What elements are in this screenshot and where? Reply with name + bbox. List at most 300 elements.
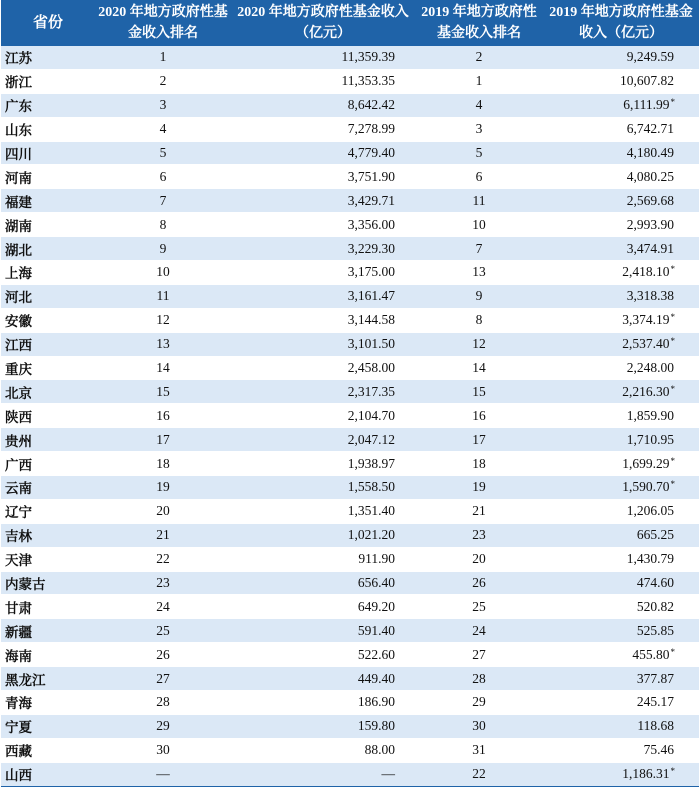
cell-income-2020 <box>231 667 415 691</box>
cell-income-2019-text: 2,569.68 <box>626 192 674 208</box>
cell-rank-2020 <box>95 404 231 428</box>
cell-income-2019-text: 525.85 <box>636 622 674 638</box>
cell-income-2020 <box>231 165 415 189</box>
cell-income-2020-text: 3,751.90 <box>347 168 395 184</box>
cell-rank-2019-text: 29 <box>472 694 486 710</box>
cell-income-2019 <box>543 141 699 165</box>
cell-rank-2020-text: 11 <box>156 288 170 304</box>
cell-rank-2020 <box>95 117 231 141</box>
cell-income-2020 <box>231 523 415 547</box>
cell-rank-2020-text: 17 <box>156 431 170 447</box>
cell-income-2019 <box>543 738 699 762</box>
cell-province-text: 河南 <box>5 170 32 187</box>
cell-rank-2020-text: 27 <box>156 670 170 686</box>
cell-province-text: 重庆 <box>5 362 32 379</box>
cell-province-text: 河北 <box>5 290 32 307</box>
table-row <box>1 547 699 571</box>
cell-rank-2019 <box>415 667 543 691</box>
cell-income-2020 <box>231 141 415 165</box>
table-row <box>1 667 699 691</box>
table-row <box>1 452 699 476</box>
cell-rank-2020 <box>95 547 231 571</box>
cell-province <box>1 332 95 356</box>
cell-province-text: 安徽 <box>5 314 32 331</box>
cell-income-2020 <box>231 452 415 476</box>
cell-rank-2019 <box>415 69 543 93</box>
cell-rank-2019 <box>415 691 543 715</box>
cell-province-text: 黑龙江 <box>5 672 46 689</box>
header-row <box>1 0 699 46</box>
cell-income-2019-text: 665.25 <box>636 527 674 543</box>
cell-rank-2019 <box>415 738 543 762</box>
cell-rank-2020-text: 25 <box>156 622 170 638</box>
cell-income-2020-text: 1,021.20 <box>347 527 395 543</box>
cell-rank-2020 <box>95 523 231 547</box>
cell-rank-2020-text: 6 <box>159 168 167 184</box>
cell-rank-2019-text: 28 <box>472 670 486 686</box>
cell-province-text: 青海 <box>5 696 32 713</box>
cell-rank-2020 <box>95 762 231 786</box>
cell-province-text: 四川 <box>5 147 32 163</box>
cell-rank-2020 <box>95 261 231 285</box>
table-row <box>1 476 699 500</box>
footnote-mark: * <box>670 312 675 323</box>
cell-income-2020 <box>231 117 415 141</box>
cell-rank-2020 <box>95 619 231 643</box>
cell-income-2019-text: 2,993.90 <box>626 216 674 232</box>
cell-income-2020 <box>231 476 415 500</box>
cell-income-2020 <box>231 643 415 667</box>
table-row <box>1 165 699 189</box>
cell-rank-2020-text: 1 <box>159 49 167 65</box>
header-income-2019: 2019 年地方政府性基金收入（亿元） <box>543 0 699 46</box>
cell-rank-2019-text: 13 <box>472 264 486 280</box>
cell-income-2019 <box>543 356 699 380</box>
cell-income-2019-text: 474.60 <box>636 575 674 591</box>
cell-income-2019-text: 245.17 <box>636 694 674 710</box>
table-row <box>1 595 699 619</box>
table-row <box>1 69 699 93</box>
cell-rank-2019-text: 23 <box>472 527 486 543</box>
cell-income-2020 <box>231 691 415 715</box>
cell-rank-2020 <box>95 69 231 93</box>
cell-rank-2019 <box>415 189 543 213</box>
cell-rank-2019-text: 16 <box>472 407 486 423</box>
cell-income-2019-text: 455.80 <box>632 646 670 662</box>
cell-rank-2019-text: 27 <box>472 646 486 662</box>
cell-rank-2019 <box>415 476 543 500</box>
cell-rank-2019 <box>415 261 543 285</box>
cell-income-2019 <box>543 643 699 667</box>
cell-rank-2020 <box>95 332 231 356</box>
cell-rank-2019 <box>415 523 543 547</box>
cell-province-text: 福建 <box>5 194 32 211</box>
cell-rank-2019 <box>415 643 543 667</box>
cell-province-text: 湖北 <box>5 242 32 259</box>
cell-province <box>1 213 95 237</box>
cell-province <box>1 595 95 619</box>
cell-rank-2020-text: 5 <box>159 145 167 160</box>
cell-rank-2019 <box>415 762 543 786</box>
cell-rank-2019 <box>415 547 543 571</box>
cell-rank-2019-text: 21 <box>472 503 486 519</box>
cell-income-2019 <box>543 499 699 523</box>
cell-rank-2020-text: — <box>156 766 170 782</box>
cell-rank-2019 <box>415 237 543 261</box>
cell-province-text: 上海 <box>5 266 32 283</box>
cell-income-2019-text: 2,537.40 <box>622 336 670 352</box>
table-row <box>1 261 699 285</box>
cell-income-2020 <box>231 237 415 261</box>
cell-income-2020 <box>231 284 415 308</box>
cell-rank-2020 <box>95 46 231 69</box>
cell-income-2019-text: 1,430.79 <box>626 551 674 567</box>
cell-rank-2020-text: 4 <box>159 121 167 137</box>
cell-rank-2020 <box>95 308 231 332</box>
table-row <box>1 237 699 261</box>
cell-rank-2019-text: 19 <box>472 479 486 495</box>
cell-rank-2019-text: 8 <box>475 312 483 328</box>
table-row <box>1 141 699 165</box>
cell-rank-2020-text: 3 <box>159 97 167 113</box>
cell-income-2019 <box>543 308 699 332</box>
cell-province-text: 天津 <box>5 553 32 570</box>
cell-income-2019 <box>543 284 699 308</box>
cell-province <box>1 452 95 476</box>
cell-rank-2020-text: 7 <box>159 192 167 208</box>
cell-income-2019 <box>543 380 699 404</box>
table-row <box>1 380 699 404</box>
cell-income-2020-text: 11,359.39 <box>341 49 395 65</box>
cell-income-2020 <box>231 571 415 595</box>
cell-rank-2020-text: 29 <box>156 718 170 734</box>
cell-rank-2020-text: 16 <box>156 407 170 423</box>
cell-rank-2020-text: 12 <box>156 312 170 328</box>
cell-province <box>1 237 95 261</box>
cell-province-text: 吉林 <box>5 529 32 546</box>
cell-province <box>1 165 95 189</box>
cell-income-2020 <box>231 762 415 786</box>
cell-rank-2019-text: 22 <box>472 766 486 782</box>
cell-income-2020 <box>231 547 415 571</box>
cell-rank-2020-text: 23 <box>156 575 170 591</box>
cell-income-2020 <box>231 428 415 452</box>
cell-province-text: 湖南 <box>5 218 32 235</box>
cell-rank-2020-text: 26 <box>156 646 170 662</box>
cell-province-text: 内蒙古 <box>5 577 46 594</box>
cell-income-2020 <box>231 619 415 643</box>
cell-rank-2019 <box>415 356 543 380</box>
footnote-mark: * <box>670 455 675 466</box>
cell-income-2019 <box>543 117 699 141</box>
cell-province-text: 江苏 <box>5 51 32 68</box>
footnote-mark: * <box>670 766 675 777</box>
cell-rank-2019 <box>415 571 543 595</box>
footnote-mark: * <box>670 479 675 490</box>
cell-rank-2020 <box>95 189 231 213</box>
cell-income-2019-text: 3,474.91 <box>626 240 674 256</box>
footnote-mark: * <box>670 97 675 108</box>
cell-rank-2020-text: 9 <box>159 240 167 256</box>
cell-income-2020 <box>231 738 415 762</box>
cell-income-2020-text: 449.40 <box>357 670 395 686</box>
cell-income-2020-text: 3,229.30 <box>347 240 395 256</box>
cell-province-text: 广东 <box>5 99 32 116</box>
table-row <box>1 428 699 452</box>
cell-income-2020 <box>231 595 415 619</box>
header-income-2020: 2020 年地方政府性基金收入（亿元） <box>231 0 415 46</box>
cell-income-2019 <box>543 667 699 691</box>
table-row <box>1 571 699 595</box>
cell-rank-2019-text: 18 <box>472 455 486 471</box>
cell-rank-2020-text: 2 <box>159 73 167 89</box>
cell-rank-2020 <box>95 714 231 738</box>
cell-rank-2020 <box>95 284 231 308</box>
cell-rank-2019 <box>415 404 543 428</box>
cell-income-2019-text: 1,699.29 <box>622 455 670 471</box>
cell-rank-2019 <box>415 714 543 738</box>
cell-income-2020-text: 3,101.50 <box>347 336 395 352</box>
table-row <box>1 691 699 715</box>
cell-income-2020-text: 11,353.35 <box>341 73 395 89</box>
cell-rank-2019-text: 25 <box>472 598 486 614</box>
cell-rank-2019-text: 24 <box>472 622 486 638</box>
cell-rank-2019 <box>415 332 543 356</box>
cell-income-2019-text: 1,590.70 <box>622 479 670 495</box>
table-header <box>1 0 699 46</box>
cell-rank-2019 <box>415 141 543 165</box>
cell-rank-2019-text: 7 <box>475 240 483 256</box>
header-province: 省份 <box>1 0 95 46</box>
cell-income-2020 <box>231 189 415 213</box>
cell-province <box>1 571 95 595</box>
cell-rank-2020-text: 19 <box>156 479 170 495</box>
cell-rank-2020-text: 24 <box>156 598 170 614</box>
cell-rank-2019 <box>415 213 543 237</box>
cell-rank-2020 <box>95 428 231 452</box>
cell-rank-2020 <box>95 93 231 117</box>
cell-income-2019 <box>543 404 699 428</box>
cell-income-2019 <box>543 547 699 571</box>
cell-rank-2020 <box>95 738 231 762</box>
cell-rank-2020-text: 28 <box>156 694 170 710</box>
cell-income-2019-text: 3,374.19 <box>622 312 670 328</box>
cell-income-2020-text: 656.40 <box>357 575 395 591</box>
cell-income-2019-text: 2,418.10 <box>622 264 670 280</box>
cell-rank-2019-text: 5 <box>475 145 483 160</box>
cell-income-2019-text: 10,607.82 <box>620 73 674 89</box>
cell-income-2020 <box>231 213 415 237</box>
footnote-mark: * <box>670 264 675 275</box>
cell-province-text: 陕西 <box>5 409 32 426</box>
header-rank-2019: 2019 年地方政府性基金收入排名 <box>415 0 543 46</box>
cell-province-text: 甘肃 <box>5 600 32 617</box>
cell-province <box>1 547 95 571</box>
footnote-mark: * <box>670 383 675 394</box>
cell-income-2019-text: 2,248.00 <box>626 360 674 376</box>
cell-rank-2020-text: 20 <box>156 503 170 519</box>
table-row <box>1 738 699 762</box>
cell-income-2019 <box>543 523 699 547</box>
cell-rank-2019 <box>415 499 543 523</box>
cell-rank-2019-text: 10 <box>472 216 486 232</box>
cell-rank-2019-text: 3 <box>475 121 483 137</box>
cell-income-2020-text: 3,161.47 <box>347 288 395 304</box>
cell-rank-2019 <box>415 380 543 404</box>
cell-income-2020-text: 7,278.99 <box>347 121 395 137</box>
cell-income-2019-text: 520.82 <box>636 598 674 614</box>
cell-income-2019-text: 2,216.30 <box>622 383 670 399</box>
cell-income-2019 <box>543 714 699 738</box>
cell-province <box>1 643 95 667</box>
cell-income-2019 <box>543 189 699 213</box>
cell-income-2019 <box>543 476 699 500</box>
cell-income-2019 <box>543 46 699 69</box>
cell-income-2020-text: 1,558.50 <box>347 479 395 495</box>
cell-rank-2020 <box>95 691 231 715</box>
cell-rank-2019-text: 31 <box>472 742 486 758</box>
cell-income-2020-text: 591.40 <box>357 622 395 638</box>
cell-rank-2020-text: 10 <box>156 264 170 280</box>
table-body <box>1 46 699 786</box>
cell-income-2019 <box>543 571 699 595</box>
footnote-mark: * <box>670 336 675 347</box>
cell-province <box>1 762 95 786</box>
cell-income-2019 <box>543 93 699 117</box>
cell-income-2020-text: 911.90 <box>358 551 395 567</box>
cell-rank-2020-text: 14 <box>156 360 170 376</box>
table-row <box>1 523 699 547</box>
cell-province-text: 北京 <box>5 385 32 402</box>
cell-income-2020-text: 8,642.42 <box>347 97 395 113</box>
cell-rank-2020-text: 30 <box>156 742 170 758</box>
cell-income-2020 <box>231 356 415 380</box>
cell-rank-2019 <box>415 308 543 332</box>
cell-rank-2020 <box>95 571 231 595</box>
table-row <box>1 93 699 117</box>
table-row <box>1 619 699 643</box>
cell-rank-2019 <box>415 93 543 117</box>
cell-income-2019-text: 3,318.38 <box>626 288 674 304</box>
cell-province <box>1 476 95 500</box>
cell-province-text: 云南 <box>5 481 32 498</box>
cell-income-2020-text: 159.80 <box>357 718 395 734</box>
cell-income-2020-text: 3,175.00 <box>347 264 395 280</box>
cell-rank-2020 <box>95 476 231 500</box>
cell-rank-2020-text: 13 <box>156 336 170 352</box>
cell-province <box>1 308 95 332</box>
cell-income-2020 <box>231 714 415 738</box>
cell-income-2020 <box>231 308 415 332</box>
cell-rank-2020 <box>95 356 231 380</box>
cell-rank-2020 <box>95 213 231 237</box>
cell-income-2019-text: 6,111.99 <box>623 97 670 113</box>
cell-province <box>1 189 95 213</box>
cell-income-2020 <box>231 93 415 117</box>
table-row <box>1 714 699 738</box>
cell-rank-2019-text: 20 <box>472 551 486 567</box>
cell-rank-2020-text: 22 <box>156 551 170 567</box>
cell-province-text: 山西 <box>5 768 32 785</box>
cell-income-2020-text: 522.60 <box>357 646 395 662</box>
cell-income-2020-text: 3,356.00 <box>347 216 395 232</box>
table-row <box>1 762 699 786</box>
cell-income-2020-text: — <box>381 766 395 782</box>
cell-income-2020-text: 2,104.70 <box>347 407 395 423</box>
cell-province-text: 宁夏 <box>5 720 32 737</box>
cell-income-2019 <box>543 691 699 715</box>
cell-province-text: 贵州 <box>5 433 32 450</box>
cell-province <box>1 499 95 523</box>
cell-income-2019-text: 75.46 <box>643 742 674 758</box>
table-row <box>1 284 699 308</box>
cell-rank-2020 <box>95 499 231 523</box>
cell-income-2020 <box>231 404 415 428</box>
cell-rank-2019-text: 4 <box>475 97 483 113</box>
cell-income-2019-text: 9,249.59 <box>626 49 674 65</box>
cell-rank-2020 <box>95 237 231 261</box>
cell-income-2020-text: 4,779.40 <box>347 145 395 160</box>
cell-rank-2020 <box>95 667 231 691</box>
cell-rank-2019 <box>415 117 543 141</box>
cell-rank-2019-text: 1 <box>475 73 483 89</box>
cell-income-2019 <box>543 69 699 93</box>
cell-income-2019-text: 1,859.90 <box>626 407 674 423</box>
cell-province <box>1 428 95 452</box>
cell-province-text: 辽宁 <box>5 505 32 522</box>
cell-province <box>1 141 95 165</box>
cell-income-2020-text: 2,047.12 <box>347 431 395 447</box>
cell-province <box>1 738 95 762</box>
cell-rank-2020-text: 8 <box>159 216 167 232</box>
cell-province <box>1 404 95 428</box>
cell-income-2020-text: 1,351.40 <box>347 503 395 519</box>
cell-income-2019-text: 118.68 <box>637 718 674 734</box>
cell-province-text: 海南 <box>5 648 32 665</box>
cell-rank-2020 <box>95 452 231 476</box>
table-row <box>1 46 699 69</box>
cell-income-2020 <box>231 499 415 523</box>
cell-income-2020-text: 186.90 <box>357 694 395 710</box>
cell-income-2019 <box>543 237 699 261</box>
cell-rank-2019-text: 6 <box>475 168 483 184</box>
cell-province <box>1 69 95 93</box>
cell-income-2020-text: 1,938.97 <box>347 455 395 471</box>
cell-rank-2019 <box>415 619 543 643</box>
cell-income-2020 <box>231 46 415 69</box>
cell-income-2019 <box>543 165 699 189</box>
cell-province-text: 西藏 <box>5 744 32 761</box>
cell-rank-2020 <box>95 380 231 404</box>
cell-province-text: 广西 <box>5 457 32 474</box>
cell-rank-2020 <box>95 595 231 619</box>
cell-rank-2019-text: 15 <box>472 383 486 399</box>
cell-province <box>1 261 95 285</box>
cell-province <box>1 117 95 141</box>
cell-rank-2019-text: 26 <box>472 575 486 591</box>
cell-income-2019-text: 1,186.31 <box>622 766 670 782</box>
table-row <box>1 499 699 523</box>
cell-rank-2020-text: 21 <box>156 527 170 543</box>
cell-income-2019-text: 6,742.71 <box>626 121 674 137</box>
cell-province-text: 新疆 <box>5 624 32 641</box>
cell-rank-2020 <box>95 141 231 165</box>
table-row <box>1 356 699 380</box>
cell-income-2020 <box>231 380 415 404</box>
cell-income-2019-text: 1,710.95 <box>626 431 674 447</box>
cell-income-2019 <box>543 213 699 237</box>
fund-income-table <box>1 0 699 787</box>
